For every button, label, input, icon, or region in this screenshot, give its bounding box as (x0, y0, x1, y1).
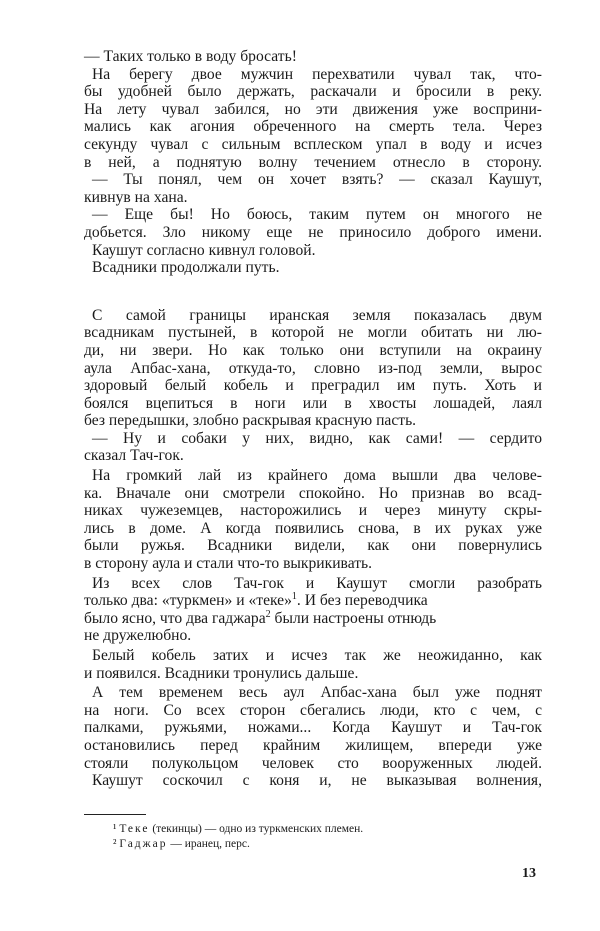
text-line: на ноги. Со всех сторон сбегались люди, кто с чем, с (84, 701, 542, 719)
footnote-mark: 2 (265, 608, 271, 620)
text-line: С самой границы иранская земля показалась двум (92, 306, 542, 324)
text-line: мались как агония обреченного на смерть тела. Через (84, 118, 542, 136)
footnote-text: (текинцы) — одно из туркменских племен. (152, 823, 364, 835)
footnote-text: — иранец, перс. (170, 838, 250, 850)
text-line: Каушут соскочил с коня и, не выказывая волнения, (92, 772, 542, 790)
text-line: и появился. Всадники тронулись дальше. (84, 664, 359, 682)
footnote-term: Теке (119, 823, 150, 835)
text-line: были ружья. Всадники видели, как они повернулись (84, 537, 542, 555)
text-line: никах чужеземцев, насторожились и через минуту скры- (84, 502, 542, 520)
text-line: добьется. Зло никому еще не приносило доброго имени. (84, 223, 542, 241)
text-line: лись в доме. А когда появились снова, в их руках уже (84, 519, 542, 537)
text-line: Каушут согласно кивнул головой. (92, 241, 316, 259)
footnote-mark: ¹ (113, 823, 117, 835)
text-line: аула Апбас-хана, откуда-то, словно из-под земли, вырос (84, 359, 542, 377)
footnote-divider (84, 814, 146, 815)
text-line-with-footnote (84, 610, 542, 628)
page-number: 13 (522, 866, 536, 881)
text-line: ди, ни звери. Но как только они вступили на окраину (84, 341, 542, 359)
text-line: секунду чувал с сильным всплеском упал в воду и исчез (84, 135, 542, 153)
footnote-mark: 1 (291, 591, 297, 603)
text-line: На берегу двое мужчин перехватили чувал так, что- (92, 65, 542, 83)
footnote-term: Гаджар (119, 838, 168, 850)
text-line: стояли полукольцом человек сто вооруженных людей. (84, 754, 542, 772)
text-line: не дружелюбно. (84, 627, 192, 645)
text-line: — Ты понял, чем он хочет взять? — сказал Каушут, (92, 171, 542, 189)
text-fragment: было ясно, что два гаджара (84, 609, 266, 627)
text-line: сказал Тач-гок. (84, 447, 184, 465)
section-break (84, 277, 542, 307)
text-line: Всадники продолжали путь. (92, 259, 280, 277)
text-line: — Таких только в воду бросать! (84, 48, 297, 65)
text-line: Белый кобель затих и исчез так же неожиданно, как (92, 647, 542, 664)
text-line: А тем временем весь аул Апбас-хана был уже поднят (92, 684, 542, 702)
text-line: без передышки, злобно раскрывая красную пасть. (84, 412, 417, 430)
page-body (84, 48, 542, 790)
footnote-1 (113, 822, 543, 837)
text-fragment: . И без переводчика (296, 592, 428, 610)
text-line: здоровый белый кобель и преградил им путь. Хоть и (84, 377, 542, 395)
text-line: в сторону аула и стали что-то выкрикивать. (84, 555, 373, 573)
text-line: остановились перед крайним жилищем, впереди уже (84, 736, 542, 754)
text-fragment: были настроены отнюдь (270, 609, 437, 627)
text-line: боялся вцепиться в ноги или в хвосты лошадей, лаял (84, 394, 542, 412)
text-line: — Ну и собаки у них, видно, как сами! — сердито (92, 429, 542, 447)
footnote-mark: ² (113, 838, 117, 850)
footnote-2 (113, 837, 543, 852)
text-line: Из всех слов Тач-гок и Каушут смогли разобрать (92, 574, 542, 592)
text-line: ка. Вначале они смотрели спокойно. Но признав во всад- (84, 484, 542, 502)
text-line: — Еще бы! Но боюсь, таким путем он многого не (92, 206, 542, 224)
text-line: На громкий лай из крайнего дома вышли два челове- (92, 467, 542, 485)
footnotes (113, 822, 543, 852)
text-line-with-footnote (84, 592, 542, 610)
text-line: в ней, а поднятую волну течением отнесло в сторону. (84, 153, 542, 171)
text-line: палками, ружьями, ножами... Когда Каушут и Тач-гок (84, 719, 542, 737)
text-line: кивнув на хана. (84, 188, 188, 206)
text-line: бы удобней было держать, раскачали и бросили в реку. (84, 83, 542, 101)
text-line: На лету чувал забился, но эти движения уже восприни- (84, 100, 542, 118)
text-fragment: только два: «туркмен» и «теке» (84, 592, 292, 610)
text-line: всадникам пустыней, в которой не могли обитать ни лю- (84, 324, 542, 342)
